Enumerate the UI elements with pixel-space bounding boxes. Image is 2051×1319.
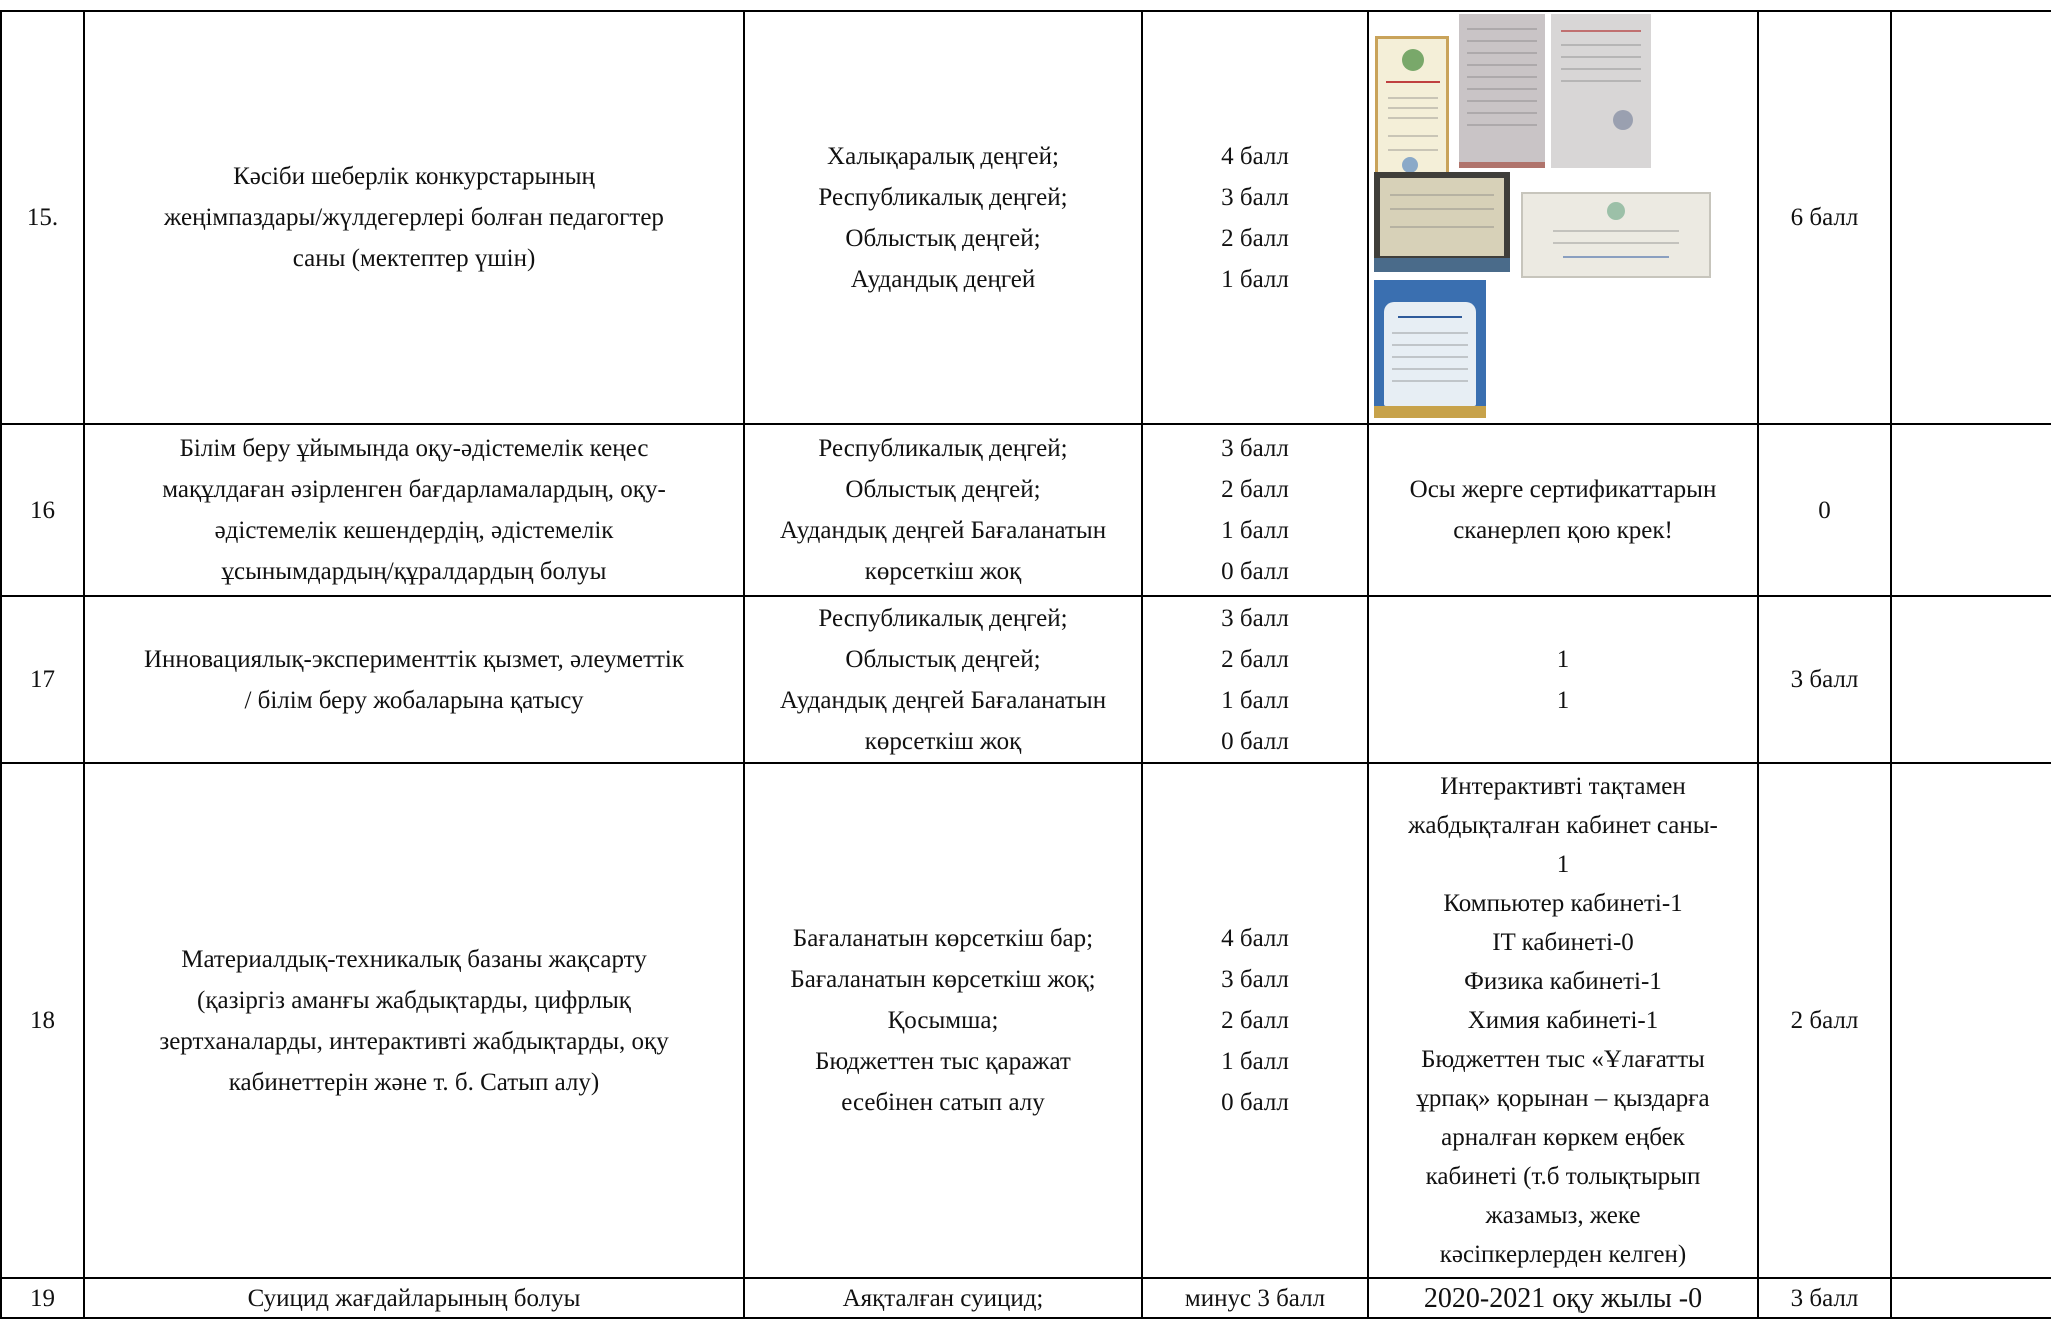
evidence-line: 1 — [1556, 686, 1570, 714]
levels-cell — [745, 425, 1141, 595]
level-line: Бюджеттен тыс қаражат — [815, 1048, 1071, 1075]
diploma-photo — [1375, 36, 1449, 184]
evidence-photos — [1369, 12, 1757, 423]
level-line: есебінен сатып алу — [841, 1089, 1045, 1116]
indicator-line: Инновациялық-эксперименттік қызмет, әлеуметтік — [143, 645, 685, 673]
emblem-icon — [1607, 202, 1625, 220]
points-cell — [1143, 764, 1367, 1277]
points-line: 4 балл — [1221, 142, 1289, 170]
points-line: 3 балл — [1221, 183, 1289, 211]
level-line: Облыстық деңгей; — [845, 476, 1041, 503]
certificate-scan — [1459, 14, 1545, 168]
points-line: 0 балл — [1221, 1089, 1289, 1116]
points-line: 4 балл — [1221, 925, 1289, 952]
honor-certificate-photo — [1374, 280, 1486, 418]
points-line: 0 балл — [1221, 558, 1289, 585]
indicator-line: Білім беру ұйымында оқу-әдістемелік кеңес — [179, 435, 649, 462]
certificate-photo — [1374, 172, 1510, 272]
level-line: Аяқталған суицид; — [842, 1284, 1044, 1312]
indicator-line: ұсынымдардың/құралдардың болуы — [221, 558, 607, 585]
evidence-line: IT кабинеті-0 — [1492, 929, 1634, 956]
evidence-line: Химия кабинеті-1 — [1467, 1007, 1659, 1034]
evidence-line: кәсіпкерлерден келген) — [1439, 1241, 1687, 1268]
points-cell — [1143, 12, 1367, 423]
indicator-line: Материалдық-техникалық базаны жақсарту — [181, 945, 647, 973]
points-line: 2 балл — [1221, 476, 1289, 503]
level-line: Облыстық деңгей; — [845, 224, 1041, 252]
evidence-line: Осы жерге сертификаттарын — [1409, 476, 1717, 503]
levels-cell — [745, 597, 1141, 762]
stamp-icon — [1613, 110, 1633, 130]
level-line: Бағаланатын көрсеткіш бар; — [792, 925, 1094, 952]
score-cell: 3 балл — [1790, 1284, 1859, 1312]
level-line: көрсеткіш жоқ — [864, 558, 1022, 585]
score-cell: 2 балл — [1790, 1007, 1859, 1034]
indicator-cell — [85, 425, 743, 595]
levels-cell — [745, 12, 1141, 423]
level-line: Облыстық деңгей; — [845, 645, 1041, 673]
evidence-line: 1 — [1556, 851, 1570, 878]
points-line: 0 балл — [1221, 727, 1289, 755]
points-line: минус 3 балл — [1184, 1284, 1326, 1312]
indicator-cell — [85, 764, 743, 1277]
certificate-scan — [1551, 14, 1651, 168]
indicator-line: мақұлдаған әзірленген бағдарламалардың, оқу- — [162, 476, 666, 503]
indicator-line: кабинеттерін және т. б. Сатып алу) — [228, 1068, 600, 1096]
level-line: көрсеткіш жоқ — [864, 727, 1022, 755]
level-line: Аудандық деңгей — [850, 265, 1036, 293]
points-line: 1 балл — [1221, 686, 1289, 714]
level-line: Аудандық деңгей Бағаланатын — [779, 686, 1107, 714]
certificate-scan — [1521, 192, 1711, 278]
levels-cell — [745, 764, 1141, 1277]
row-number: 18 — [30, 1007, 55, 1034]
indicator-line: әдістемелік кешендердің, әдістемелік — [214, 517, 614, 544]
evidence-line: арналған көркем еңбек — [1441, 1124, 1685, 1151]
points-line: 2 балл — [1221, 645, 1289, 673]
levels-cell — [745, 1279, 1141, 1317]
points-line: 3 балл — [1221, 604, 1289, 632]
evidence-line: Интерактивті тақтамен — [1440, 773, 1686, 800]
indicator-line: (қазіргіз аманғы жабдықтарды, цифрлық — [197, 986, 631, 1014]
indicator-line: Суицид жағдайларының болуы — [247, 1284, 581, 1312]
score-cell: 0 — [1818, 496, 1831, 524]
indicator-cell — [85, 597, 743, 762]
points-line: 1 балл — [1221, 1048, 1289, 1075]
indicator-cell — [85, 1279, 743, 1317]
points-line: 2 балл — [1221, 1007, 1289, 1034]
evidence-line: 1 — [1556, 645, 1570, 673]
indicator-line: Кәсіби шеберлік конкурстарының — [233, 163, 595, 190]
evidence-line: 2020-2021 оқу жылы -0 — [1423, 1282, 1703, 1314]
level-line: Республикалық деңгей; — [818, 604, 1068, 632]
points-cell — [1143, 425, 1367, 595]
evidence-line: жазамыз, жеке — [1485, 1202, 1641, 1229]
level-line: Қосымша; — [887, 1007, 999, 1034]
row-number: 19 — [30, 1284, 55, 1312]
row-number: 17 — [30, 666, 55, 693]
evidence-cell — [1369, 597, 1757, 762]
row-number: 15. — [26, 204, 59, 231]
points-line: 3 балл — [1221, 435, 1289, 462]
level-line: Аудандық деңгей Бағаланатын — [779, 517, 1107, 544]
evidence-line: жабдықталған кабинет саны- — [1408, 812, 1718, 839]
points-cell — [1143, 597, 1367, 762]
points-line: 2 балл — [1221, 224, 1289, 252]
indicator-line: жеңімпаздары/жүлдегерлері болған педагогтер — [164, 204, 664, 231]
points-line: 1 балл — [1221, 265, 1289, 293]
stamp-icon — [1402, 157, 1418, 173]
evidence-cell — [1369, 764, 1757, 1277]
evidence-line: Физика кабинеті-1 — [1464, 968, 1662, 995]
indicator-line: саны (мектептер үшін) — [292, 245, 536, 272]
points-line: 3 балл — [1221, 966, 1289, 993]
evidence-cell — [1369, 1279, 1757, 1317]
level-line: Халықаралық деңгей; — [827, 142, 1059, 170]
emblem-icon — [1402, 49, 1424, 71]
evidence-line: Бюджеттен тыс «Ұлағатты — [1421, 1046, 1705, 1073]
indicator-line: / білім беру жобаларына қатысу — [244, 686, 584, 714]
column-divider — [1890, 10, 1892, 1319]
score-cell: 6 балл — [1790, 204, 1859, 231]
evidence-cell — [1369, 425, 1757, 595]
level-line: Республикалық деңгей; — [818, 435, 1068, 462]
points-line: 1 балл — [1221, 517, 1289, 544]
indicator-cell — [85, 12, 743, 423]
row-number: 16 — [30, 496, 55, 524]
evidence-line: кабинеті (т.б толықтырып — [1425, 1163, 1701, 1190]
score-cell: 3 балл — [1790, 666, 1859, 693]
evidence-line: сканерлеп қою крек! — [1453, 517, 1673, 544]
evidence-line: ұрпақ» қорынан – қыздарға — [1416, 1085, 1710, 1112]
indicator-line: зертханаларды, интерактивті жабдықтарды, оқу — [159, 1027, 669, 1055]
level-line: Бағаланатын көрсеткіш жоқ; — [790, 966, 1096, 993]
level-line: Республикалық деңгей; — [818, 183, 1068, 211]
evidence-line: Компьютер кабинеті-1 — [1443, 890, 1683, 917]
points-cell — [1143, 1279, 1367, 1317]
